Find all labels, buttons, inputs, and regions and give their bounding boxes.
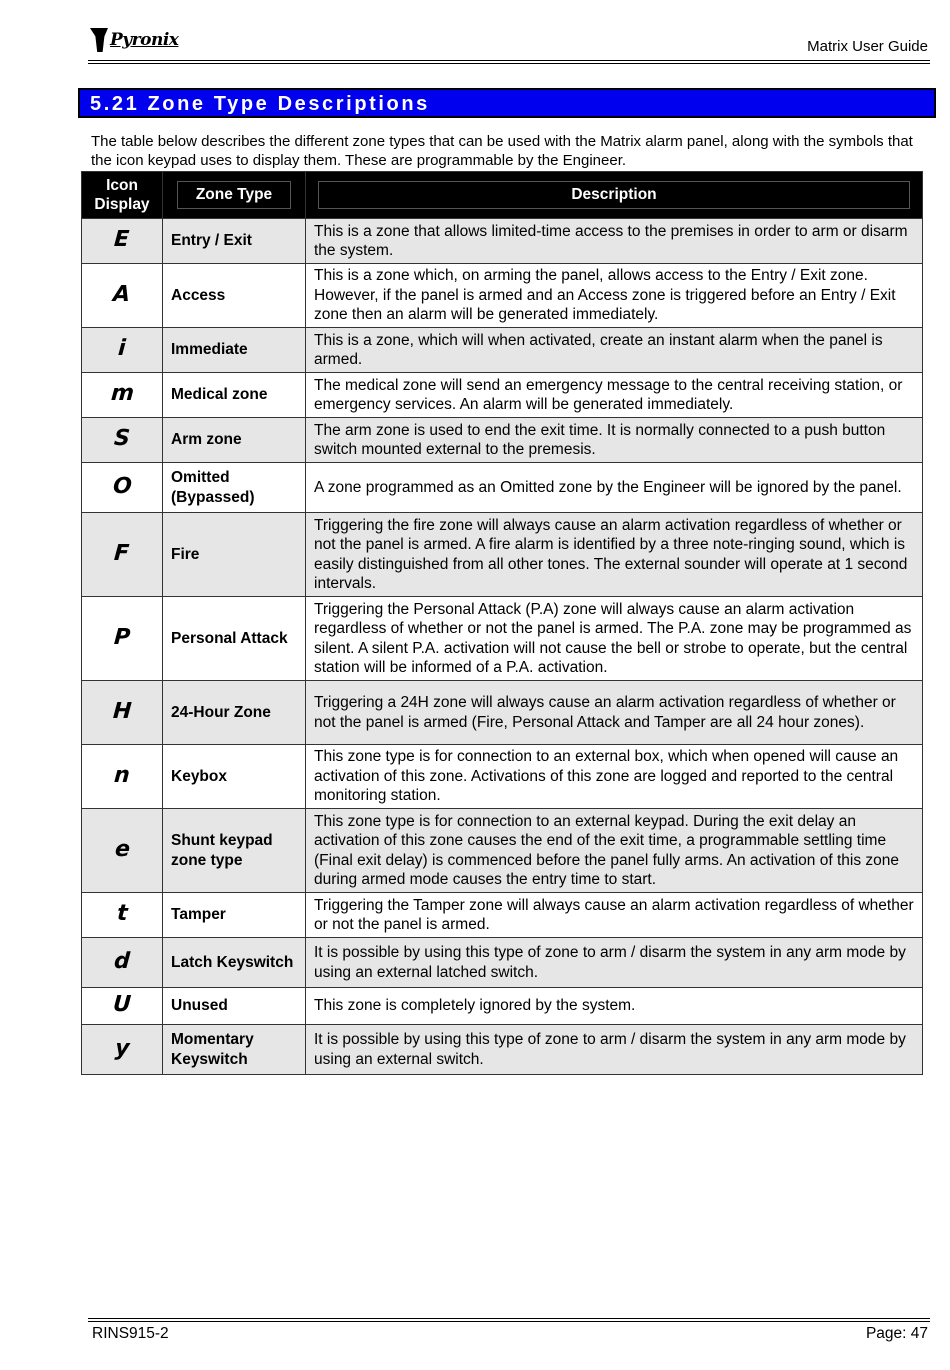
description-cell: This zone type is for connection to an external keypad. During the exit delay an activation of this zone causes the end of the exit time, a programmable settling time (Final exit delay) is commenced before the panel fully arms. An activation of this zone during armed mode causes the entry time to start. <box>306 809 923 893</box>
description-cell: Triggering a 24H zone will always cause an alarm activation regardless of whether or not the panel is armed (Fire, Personal Attack and Tamper are all 24 hour zones). <box>306 681 923 745</box>
segment-display-icon: A <box>112 281 132 307</box>
pyronix-logo-icon <box>90 28 108 52</box>
table-row <box>82 418 923 463</box>
column-header-zone-type-label: Zone Type <box>177 181 291 209</box>
zone-type-cell: 24-Hour Zone <box>163 681 306 745</box>
zone-type-cell: Personal Attack <box>163 597 306 681</box>
header-divider <box>88 63 930 64</box>
description-cell: The medical zone will send an emergency message to the central receiving station, or emergency services. An alarm will be generated immediately. <box>306 373 923 418</box>
column-header-icon-display: Icon Display <box>82 172 163 219</box>
header-divider <box>88 60 930 61</box>
description-cell: This zone is completely ignored by the system. <box>306 988 923 1025</box>
icon-display-cell <box>82 745 163 809</box>
zone-type-cell: Shunt keypad zone type <box>163 809 306 893</box>
icon-display-cell <box>82 681 163 745</box>
description-cell: A zone programmed as an Omitted zone by the Engineer will be ignored by the panel. <box>306 463 923 513</box>
document-reference: RINS915-2 <box>92 1325 169 1342</box>
segment-display-icon: n <box>113 762 131 788</box>
table-row <box>82 809 923 893</box>
table-row <box>82 681 923 745</box>
zone-type-cell: Tamper <box>163 893 306 938</box>
table-row <box>82 597 923 681</box>
table-header-row <box>82 172 923 219</box>
table-row <box>82 1025 923 1075</box>
footer-divider <box>88 1318 930 1319</box>
description-cell: Triggering the Personal Attack (P.A) zone will always cause an alarm activation regardless of whether or not the panel is armed. The P.A. zone may be programmed as silent. A silent P.A. activation will not cause the bell or strobe to operate, but the central station will be informed of a P.A. activation. <box>306 597 923 681</box>
segment-display-icon: O <box>111 473 133 499</box>
column-header-description <box>306 172 923 219</box>
segment-display-icon: e <box>113 836 131 862</box>
document-title: Matrix User Guide <box>807 38 928 55</box>
page-header <box>88 26 930 62</box>
description-cell: It is possible by using this type of zone to arm / disarm the system in any arm mode by using an external switch. <box>306 1025 923 1075</box>
description-cell: Triggering the fire zone will always cause an alarm activation regardless of whether or not the panel is armed. A fire alarm is identified by a three note-ringing sound, which is easily distinguished from all other tones. The external sounder will operate at 1 second intervals. <box>306 513 923 597</box>
table-row <box>82 988 923 1025</box>
icon-display-cell <box>82 264 163 328</box>
icon-display-cell <box>82 1025 163 1075</box>
segment-display-icon: y <box>113 1035 131 1061</box>
zone-type-cell: Keybox <box>163 745 306 809</box>
description-cell: This is a zone that allows limited-time access to the premises in order to arm or disarm the system. <box>306 219 923 264</box>
table-row <box>82 328 923 373</box>
icon-display-cell <box>82 938 163 988</box>
zone-type-cell: Access <box>163 264 306 328</box>
section-heading <box>78 88 936 118</box>
column-header-zone-type <box>163 172 306 219</box>
zone-type-cell: Omitted (Bypassed) <box>163 463 306 513</box>
description-cell: Triggering the Tamper zone will always cause an alarm activation regardless of whether or not the panel is armed. <box>306 893 923 938</box>
column-header-description-label: Description <box>318 181 909 209</box>
segment-display-icon: m <box>109 381 135 407</box>
segment-display-icon: d <box>113 948 131 974</box>
icon-display-cell <box>82 373 163 418</box>
page-footer <box>88 1318 930 1348</box>
pyronix-logo <box>90 28 178 52</box>
table-row <box>82 938 923 988</box>
description-cell: It is possible by using this type of zone to arm / disarm the system in any arm mode by using an external latched switch. <box>306 938 923 988</box>
icon-display-cell <box>82 988 163 1025</box>
icon-display-cell <box>82 597 163 681</box>
segment-display-icon: H <box>111 698 133 724</box>
table-row <box>82 219 923 264</box>
segment-display-icon: S <box>113 426 131 452</box>
page-number: Page: 47 <box>865 1325 928 1342</box>
table-row <box>82 463 923 513</box>
icon-display-cell <box>82 463 163 513</box>
icon-display-cell <box>82 219 163 264</box>
description-cell: This is a zone, which will when activated, create an instant alarm when the panel is armed. <box>306 328 923 373</box>
logo-text: Pyronix <box>110 30 179 50</box>
section-heading-text: 5.21 Zone Type Descriptions <box>90 93 430 115</box>
icon-display-cell <box>82 893 163 938</box>
segment-display-icon: F <box>113 540 131 566</box>
table-row <box>82 264 923 328</box>
description-cell: This zone type is for connection to an external box, which when opened will cause an activation of this zone. Activations of this zone are logged and reported to the central monitoring station. <box>306 745 923 809</box>
zone-type-cell: Unused <box>163 988 306 1025</box>
segment-display-icon: E <box>113 227 131 253</box>
table-row <box>82 513 923 597</box>
zone-type-table <box>81 171 923 1075</box>
description-cell: This is a zone which, on arming the panel, allows access to the Entry / Exit zone. However, if the panel is armed and an Access zone is triggered before an Entry / Exit zone then an alarm will be generated immediately. <box>306 264 923 328</box>
icon-display-cell <box>82 809 163 893</box>
segment-display-icon: t <box>115 901 129 927</box>
segment-display-icon: i <box>117 336 127 362</box>
zone-type-cell: Momentary Keyswitch <box>163 1025 306 1075</box>
zone-type-cell: Latch Keyswitch <box>163 938 306 988</box>
table-row <box>82 893 923 938</box>
zone-type-cell: Arm zone <box>163 418 306 463</box>
zone-type-cell: Entry / Exit <box>163 219 306 264</box>
intro-paragraph: The table below describes the different zone types that can be used with the Matrix alarm panel, along with the symbols that the icon keypad uses to display them. These are programmable by the Engineer. <box>91 133 913 169</box>
zone-type-cell: Immediate <box>163 328 306 373</box>
footer-divider <box>88 1321 930 1322</box>
table-row <box>82 745 923 809</box>
icon-display-cell <box>82 328 163 373</box>
table-row <box>82 373 923 418</box>
segment-display-icon: U <box>112 992 132 1018</box>
icon-display-cell <box>82 513 163 597</box>
zone-type-cell: Fire <box>163 513 306 597</box>
icon-display-cell <box>82 418 163 463</box>
zone-type-cell: Medical zone <box>163 373 306 418</box>
segment-display-icon: P <box>113 624 131 650</box>
description-cell: The arm zone is used to end the exit time. It is normally connected to a push button switch mounted external to the premesis. <box>306 418 923 463</box>
